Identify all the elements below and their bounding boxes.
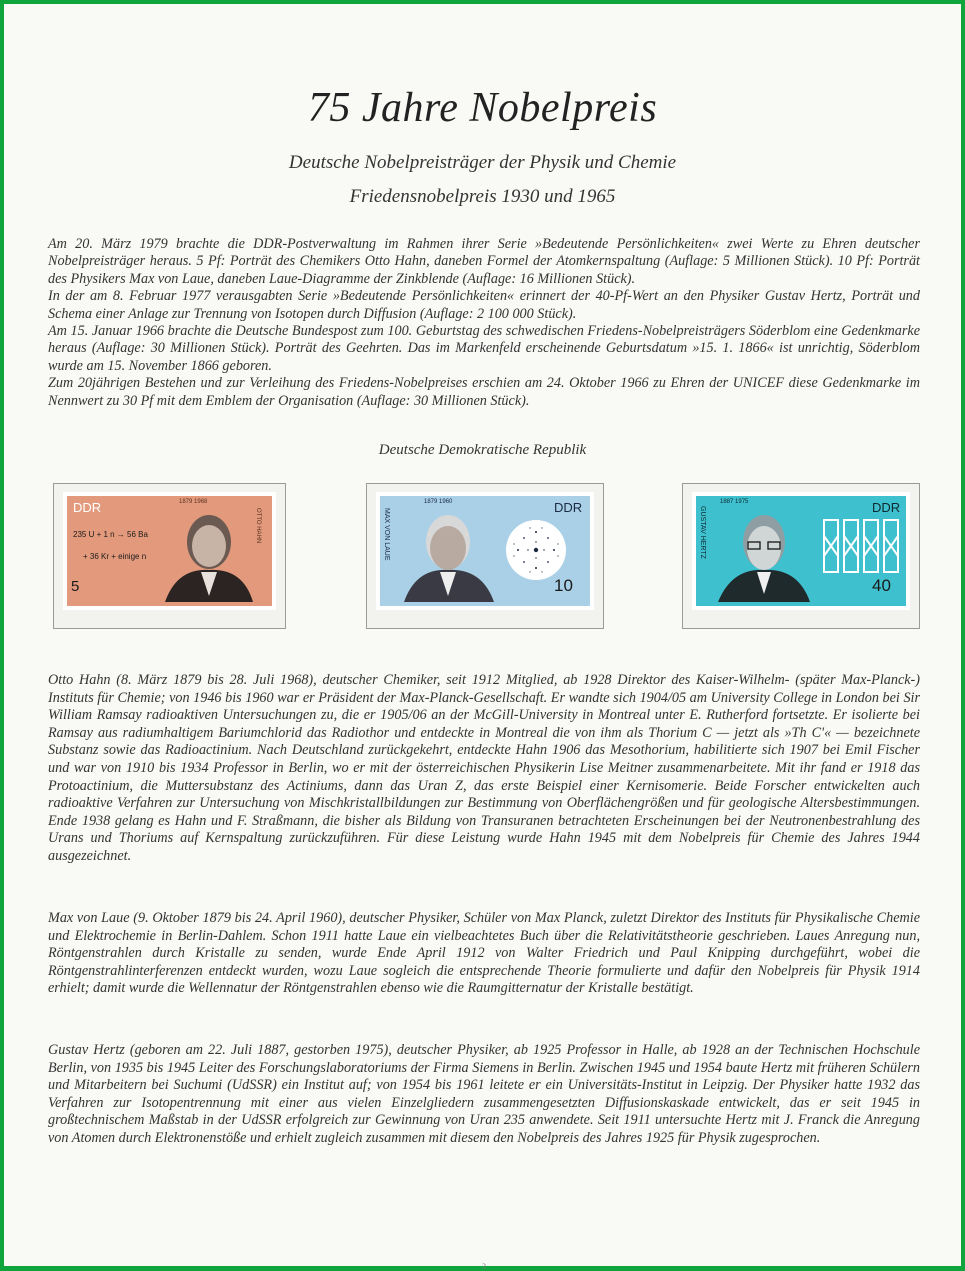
portrait-laue-icon: [398, 506, 498, 602]
stamp-mount-hertz: [682, 483, 920, 629]
stamp-years: 1887 1975: [720, 499, 749, 505]
stamp-name: GUSTAV HERTZ: [699, 506, 706, 559]
page-subtitle-2: Friedensnobelpreis 1930 und 1965: [349, 186, 616, 207]
bio-gustav-hertz: Gustav Hertz (geboren am 22. Juli 1887, gestorben 1975), deutscher Physiker, ab 1925 Professor in Halle, ab 1928 an der Technischen Hochschule Berlin, von 1935 bis 1945 Leiter des Forschungslaboratoriums der Firma Siemens in Berlin. Zwischen 1945 und 1954 baute Hertz mit früheren Schülern und Mitarbeitern bei Suchumi (UdSSR) ein Institut auf; von 1954 bis 1961 leitete er ein Universitäts-Institut in Leipzig. Der Physiker hatte 1932 das Verfahren zur Isotopentrennung mit einer aus vielen Einzelgliedern zusammengesetzten Diffusionskaskade entwickelt, das er seit 1945 in großtechnischem Maßstab in der UdSSR erfolgreich zur Gewinnung von Uran 235 anwendete. Seit 1911 untersuchte Hertz mit J. Franck die Anregung von Atomen durch Elektronenstöße und erhielt zugleich zusammen mit diesem den Nobelpreis des Jahres 1925 für Physik zugesprochen.: [48, 1042, 920, 1146]
stamp-laue: [376, 492, 594, 610]
stamp-mount-laue: [366, 483, 604, 629]
stamp-years: 1879 1968: [179, 499, 208, 505]
album-page: [4, 4, 961, 1271]
stamp-hahn-face: [67, 496, 272, 606]
stamp-hahn: [63, 492, 276, 610]
page-number: 3: [482, 1262, 486, 1271]
stamp-value: 40: [872, 576, 891, 595]
portrait-hertz-icon: [714, 506, 814, 602]
stamp-years: 1879 1960: [424, 499, 453, 505]
stamp-hertz-face: [696, 496, 906, 606]
intro-paragraph: Zum 20jährigen Bestehen und zur Verleihung des Friedens-Nobelpreises erschien am 24. Oktober 1966 zu Ehren der UNICEF diese Gedenkmarke im Nennwert zu 30 Pf mit dem Emblem der Organisation (Auflage: 30 Millionen Stück).: [48, 375, 920, 409]
stamp-hertz: [692, 492, 910, 610]
portrait-hahn-icon: [157, 506, 257, 602]
section-label-ddr: Deutsche Demokratische Republik: [378, 442, 587, 458]
stamp-formula-2: + 36 Kr + einige n: [83, 552, 147, 561]
laue-diagram-icon: [504, 518, 568, 582]
stamp-country: DDR: [554, 500, 583, 515]
stamp-formula-1: 235 U + 1 n → 56 Ba: [73, 530, 148, 539]
page-title: 75 Jahre Nobelpreis: [307, 85, 658, 131]
intro-text: [48, 236, 920, 410]
stamp-value: 10: [554, 576, 573, 595]
stamp-laue-face: [380, 496, 590, 606]
diffusion-cascade-icon: [818, 516, 906, 576]
stamp-name: OTTO HAHN: [255, 508, 261, 544]
page-subtitle-1: Deutsche Nobelpreisträger der Physik und Chemie: [288, 152, 677, 173]
stamp-value: 5: [71, 578, 80, 595]
intro-paragraph: In der am 8. Februar 1977 verausgabten Serie »Bedeutende Persönlichkeiten« erinnert der 40-Pf-Wert an den Physiker Gustav Hertz, Porträt und Schema einer Anlage zur Trennung von Isotopen durch Diffusion (Auflage: 2 100 000 Stück).: [48, 288, 920, 322]
bio-otto-hahn: Otto Hahn (8. März 1879 bis 28. Juli 1968), deutscher Chemiker, seit 1912 Mitglied, ab 1928 Direktor des Kaiser-Wilhelm- (später Max-Planck-) Instituts für Chemie; von 1946 bis 1960 war er Präsident der Max-Planck-Gesellschaft. Er wandte sich 1904/05 am University College in London bei Sir William Ramsay radioaktiven Untersuchungen zu, die er 1905/06 an der McGill-University in Montreal unter E. Rutherford fortsetzte. Er isolierte bei Ramsay aus radiumhaltigem Bariumchlorid das Radiothor und entdeckte in Montreal die von ihm als Thorium C — jetzt als »Th C'« — bezeichnete Substanz sowie das Radioactinium. Nach Deutschland zurückgekehrt, entdeckte Hahn 1906 das Mesothorium, habilitierte sich 1907 bei Emil Fischer und war von 1910 bis 1934 Professor in Berlin, wo er mit der österreichischen Physikerin Lise Meitner zusammenarbeitete. Mit ihr fand er 1918 das Protoactinium, die Muttersubstanz des Actiniums, dann das Uran Z, das erste Beispiel einer Kernisomerie. Beide Forscher entwickelten auch radioaktive Verfahren zur Untersuchung von Mischkristallbildungen zur Bestimmung von Oberflächengrößen und für geologische Altersbestimmungen. Ende 1938 gelang es Hahn und F. Straßmann, die bisher als Bildung von Transuranen betrachteten Erscheinungen bei der Neutronenbestrahlung des Urans und Thoriums auf Kernspaltung zurückzuführen. Für diese Leistung wurde Hahn 1945 mit dem Nobelpreis für Chemie des Jahres 1944 ausgezeichnet.: [48, 672, 920, 864]
stamp-country: DDR: [73, 500, 102, 515]
stamp-mount-hahn: [53, 483, 286, 629]
stamp-name: MAX VON LAUE: [383, 508, 390, 561]
intro-paragraph: Am 20. März 1979 brachte die DDR-Postverwaltung im Rahmen ihrer Serie »Bedeutende Persönlichkeiten« zwei Werte zu Ehren deutscher Nobelpreisträger heraus. 5 Pf: Porträt des Chemikers Otto Hahn, daneben Formel der Atomkernspaltung (Auflage: 5 Millionen Stück). 10 Pf: Porträt des Physikers Max von Laue, daneben Laue-Diagramme der Zinkblende (Auflage: 16 Millionen Stück).: [48, 236, 920, 287]
intro-paragraph: Am 15. Januar 1966 brachte die Deutsche Bundespost zum 100. Geburtstag des schwedischen Friedens-Nobelpreisträgers Söderblom eine Gedenkmarke heraus (Auflage: 30 Millionen Stück). Porträt des Geehrten. Das im Markenfeld erscheinende Geburtsdatum »15. 1. 1866« ist unrichtig, Söderblom wurde am 15. November 1866 geboren.: [48, 323, 920, 374]
stamp-country: DDR: [872, 500, 901, 515]
bio-max-von-laue: Max von Laue (9. Oktober 1879 bis 24. April 1960), deutscher Physiker, Schüler von Max Planck, zuletzt Direktor des Instituts für Physikalische Chemie und Elektrochemie in Berlin-Dahlem. Schon 1911 hatte Laue ein vielbeachtetes Buch über die Relativitätstheorie geschrieben. Laues Anregung nun, Röntgenstrahlen durch Kristalle zu senden, wurde Ende April 1912 von Walter Friedrich und Paul Knipping durchgeführt, wobei die Röntgenstrahlinterferenzen entdeckt wurden, wozu Laue sogleich die entsprechende Theorie formulierte und dafür den Nobelpreis für Physik 1914 erhielt; damit wurde die Wellennatur der Röntgenstrahlen ebenso wie die Raumgitternatur der Kristalle bestätigt.: [48, 910, 920, 997]
